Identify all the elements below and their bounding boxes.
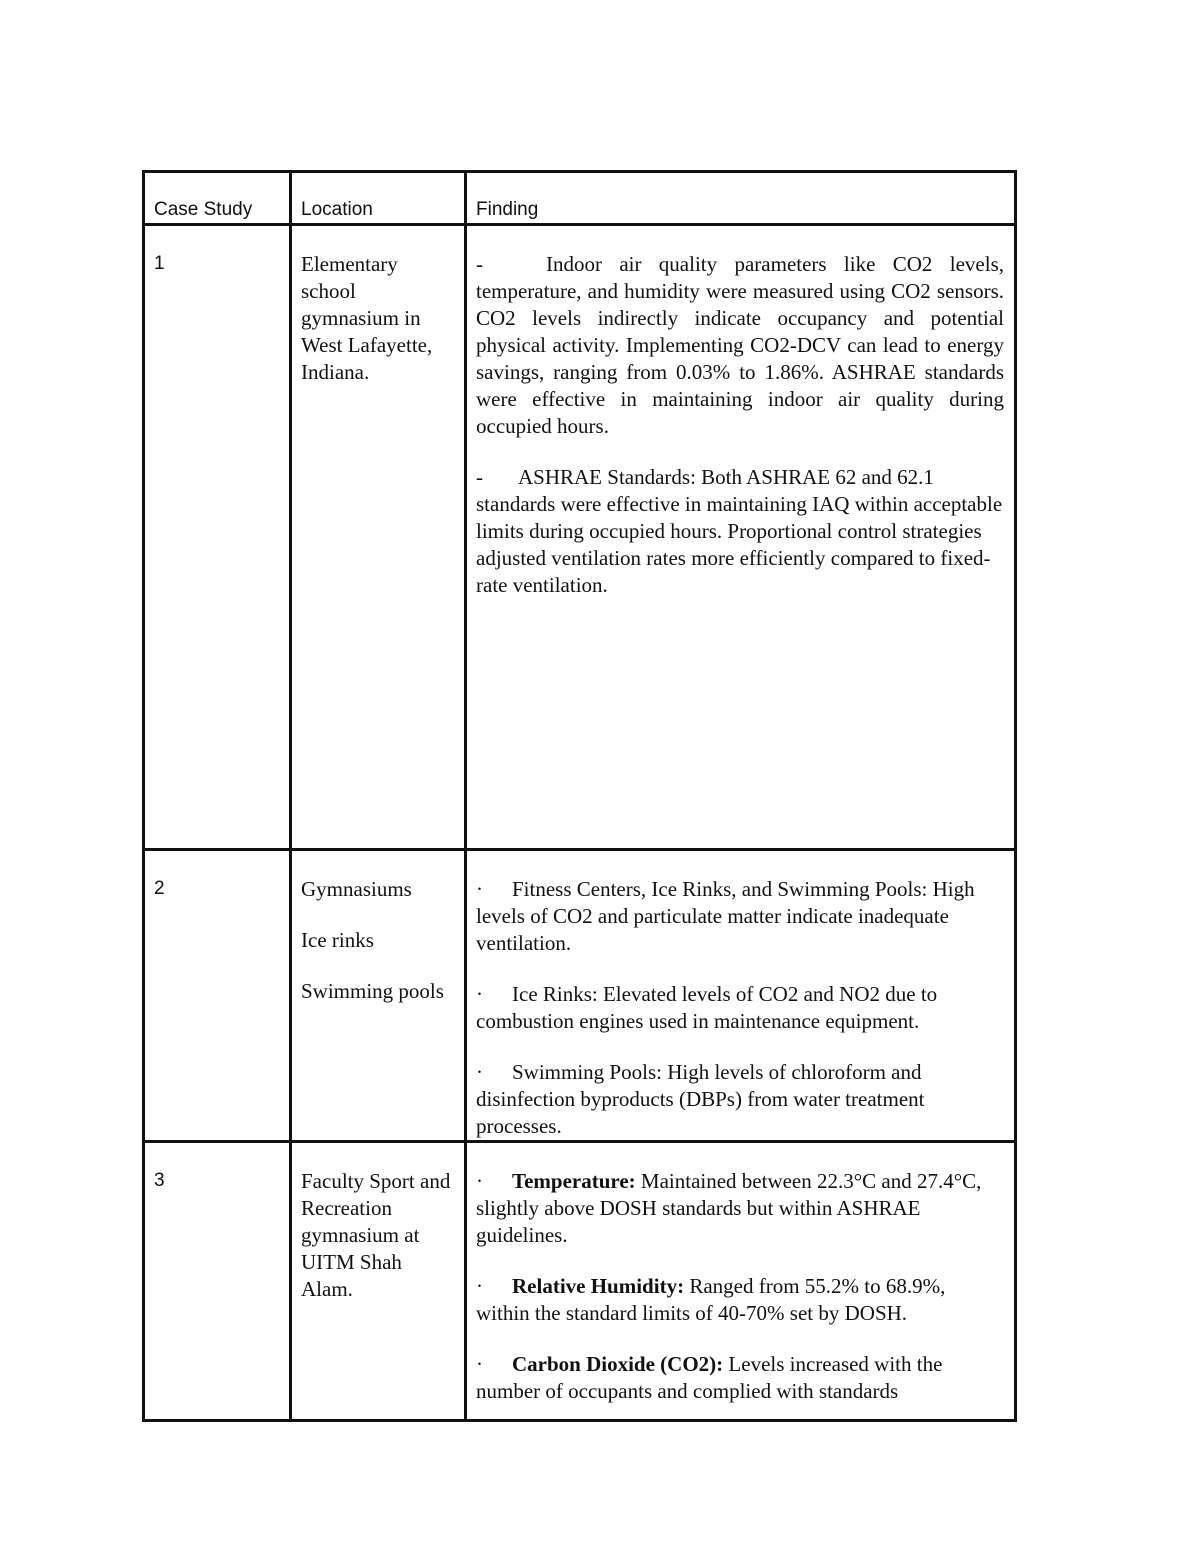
case-number: 2: [154, 878, 165, 899]
header-cell-finding: [466, 172, 1016, 225]
case-study-table: [142, 170, 1017, 1422]
location-text: Swimming pools: [301, 979, 444, 1003]
table-row: [144, 1142, 1016, 1421]
finding-paragraph: [476, 1351, 1004, 1405]
location-cell: [291, 225, 466, 850]
location-text: Ice rinks: [301, 928, 374, 952]
table-row: [144, 850, 1016, 1142]
finding-text: Ice Rinks: Elevated levels of CO2 and NO2 due to combustion engines used in maintenance equipment.: [476, 982, 938, 1033]
finding-marker: ·: [476, 1169, 483, 1193]
finding-marker: ·: [476, 982, 483, 1006]
header-finding: Finding: [476, 199, 539, 220]
finding-marker: ·: [476, 1274, 483, 1298]
table-row: [144, 225, 1016, 850]
finding-cell: [466, 1142, 1016, 1421]
location-cell: [291, 850, 466, 1142]
case-cell: [144, 1142, 291, 1421]
case-cell: [144, 850, 291, 1142]
finding-label: Temperature:: [512, 1169, 636, 1193]
location-text: Elementary school gymnasium in West Lafayette, Indiana.: [301, 252, 433, 384]
header-cell-case-study: [144, 172, 291, 225]
finding-text: Levels increased with the number of occupants and complied with standards: [476, 1352, 943, 1403]
header-location: Location: [301, 199, 373, 220]
finding-text: Maintained between 22.3°C and 27.4°C, slightly above DOSH standards but within ASHRAE guidelines.: [476, 1169, 982, 1247]
finding-paragraph: [476, 981, 1004, 1035]
finding-paragraph: [476, 251, 1004, 440]
finding-cell: [466, 225, 1016, 850]
case-number: 1: [154, 253, 165, 274]
case-number: 3: [154, 1170, 165, 1191]
finding-cell: [466, 850, 1016, 1142]
finding-text: Indoor air quality parameters like CO2 levels, temperature, and humidity were measured using CO2 sensors. CO2 levels indirectly indicate occupancy and potential physical activity. Implementing CO2-DCV can lead to energy savings, ranging from 0.03% to 1.86%. ASHRAE standards were effective in maintaining indoor air quality during occupied hours.: [476, 252, 1004, 438]
finding-text: Fitness Centers, Ice Rinks, and Swimming Pools: High levels of CO2 and particulate matter indicate inadequate ventilation.: [476, 877, 975, 955]
finding-marker: ·: [476, 1060, 483, 1084]
finding-paragraph: [476, 876, 1004, 957]
finding-paragraph: [476, 1168, 1004, 1249]
location-text: Gymnasiums: [301, 877, 412, 901]
location-cell: [291, 1142, 466, 1421]
finding-marker: ·: [476, 1352, 483, 1376]
finding-paragraph: [476, 1059, 1004, 1140]
case-cell: [144, 225, 291, 850]
finding-marker: -: [476, 252, 483, 276]
finding-marker: ·: [476, 877, 483, 901]
finding-text: Ranged from 55.2% to 68.9%, within the standard limits of 40-70% set by DOSH.: [476, 1274, 946, 1325]
finding-label: Carbon Dioxide (CO2):: [512, 1352, 724, 1376]
header-case-study: Case Study: [154, 199, 253, 220]
finding-paragraph: [476, 464, 1004, 599]
finding-label: Relative Humidity:: [512, 1274, 685, 1298]
finding-paragraph: [476, 1273, 1004, 1327]
location-text: Faculty Sport and Recreation gymnasium at UITM Shah Alam.: [301, 1169, 451, 1301]
finding-text: Swimming Pools: High levels of chloroform and disinfection byproducts (DBPs) from water treatment processes.: [476, 1060, 925, 1138]
table-header-row: [144, 172, 1016, 225]
header-cell-location: [291, 172, 466, 225]
finding-marker: -: [476, 465, 483, 489]
finding-text: ASHRAE Standards: Both ASHRAE 62 and 62.1 standards were effective in maintaining IAQ within acceptable limits during occupied hours. Proportional control strategies adjusted ventilation rates more efficiently compared to fixed-rate ventilation.: [476, 465, 1003, 597]
